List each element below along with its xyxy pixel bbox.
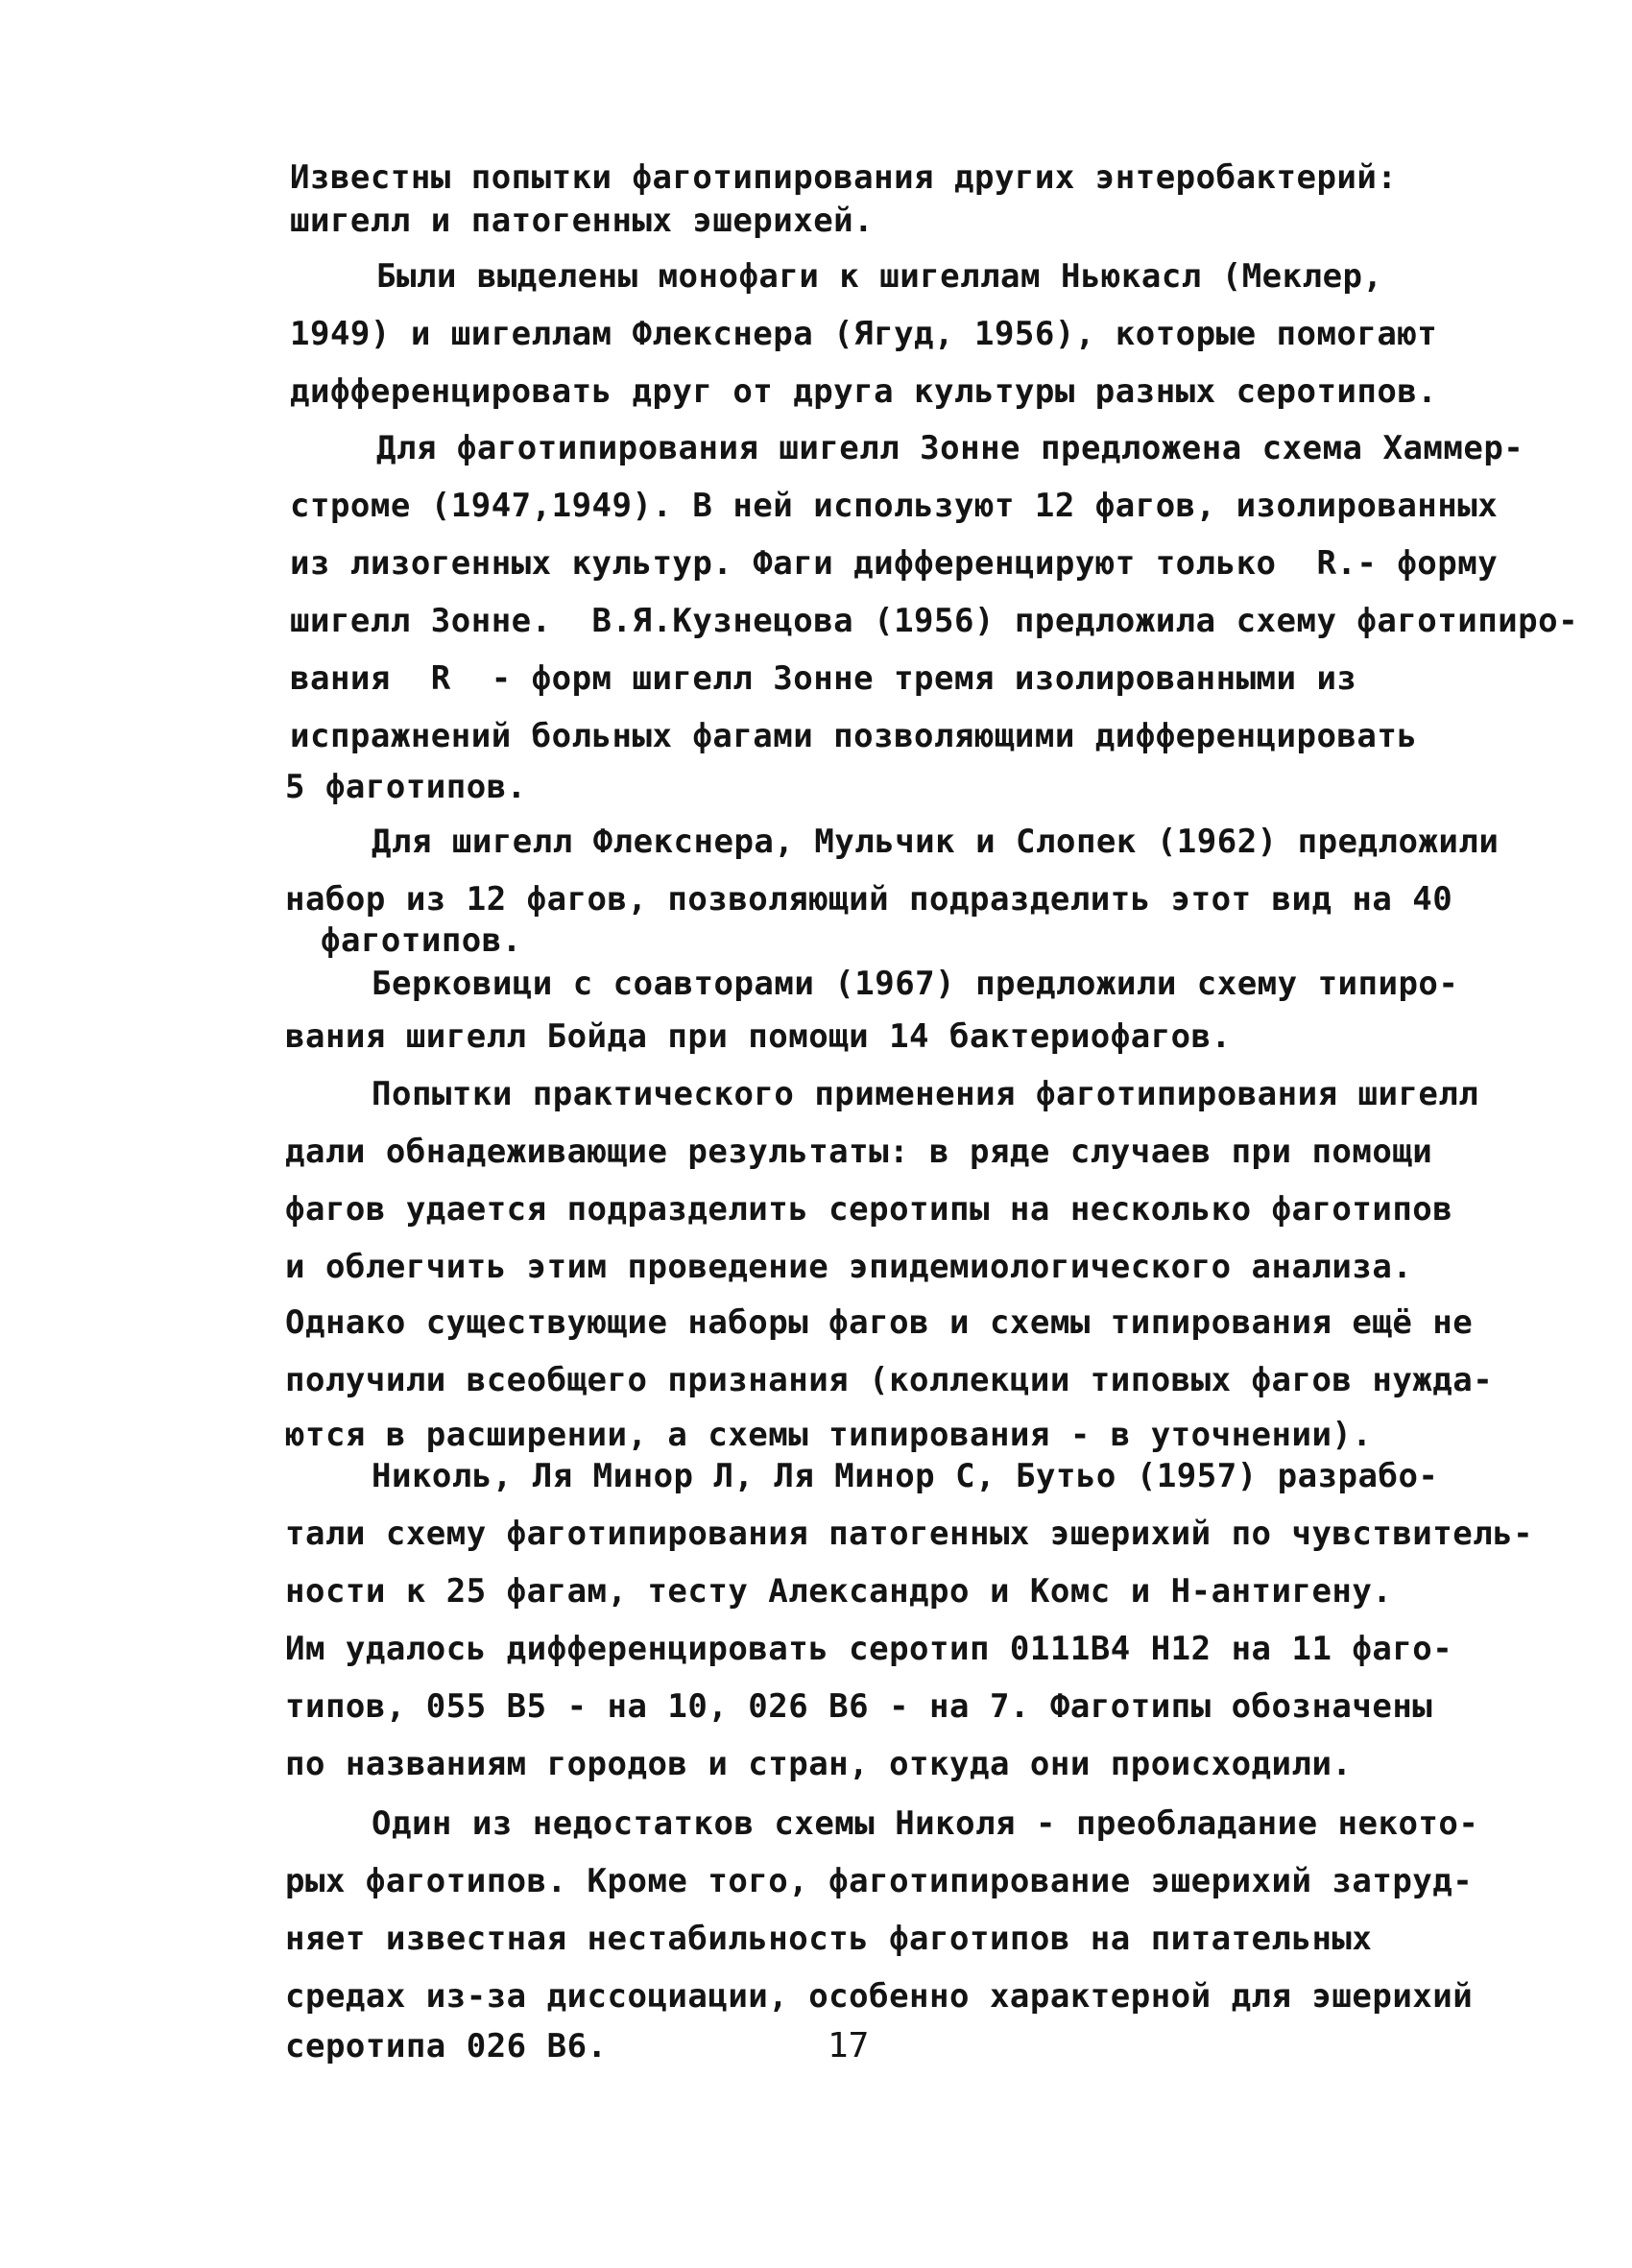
text-line: Николь, Ля Минор Л, Ля Минор С, Бутьо (1957) разрабо- <box>372 1457 1439 1495</box>
text-line: ются в расширении, а схемы типирования - в уточнении). <box>285 1416 1373 1454</box>
text-line: дали обнадеживающие результаты: в ряде случаев при помощи <box>285 1133 1433 1171</box>
text-line: Известны попытки фаготипирования других энтеробактерий: <box>290 158 1398 197</box>
text-line: Попытки практического применения фаготипирования шигелл <box>372 1075 1479 1113</box>
text-line: и облегчить этим проведение эпидемиологического анализа. <box>285 1248 1413 1286</box>
text-line: средах из-за диссоциации, особенно характерной для эшерихий <box>285 1977 1474 2016</box>
text-line: няет известная нестабильность фаготипов на питательных <box>285 1920 1373 1958</box>
text-line: Им удалось дифференцировать серотип 0111В4 Н12 на 11 фаго- <box>285 1630 1453 1668</box>
text-line: фагов удается подразделить серотипы на несколько фаготипов <box>285 1190 1453 1229</box>
text-line: вания шигелл Бойда при помощи 14 бактериофагов. <box>285 1017 1232 1056</box>
text-line: фаготипов. <box>321 921 522 960</box>
text-line: Берковици с соавторами (1967) предложили схему типиро- <box>372 965 1459 1003</box>
text-line: дифференцировать друг от друга культуры разных серотипов. <box>290 372 1438 411</box>
text-line: испражнений больных фагами позволяющими дифференцировать <box>290 717 1418 755</box>
text-line: 5 фаготипов. <box>285 768 527 806</box>
text-line: по названиям городов и стран, откуда они происходили. <box>285 1745 1353 1783</box>
text-line: набор из 12 фагов, позволяющий подразделить этот вид на 40 <box>285 880 1453 919</box>
text-line: Для фаготипирования шигелл Зонне предложена схема Хаммер- <box>376 429 1524 467</box>
text-line: получили всеобщего признания (коллекции типовых фагов нужда- <box>285 1361 1494 1399</box>
text-line: тали схему фаготипирования патогенных эшерихий по чувствитель- <box>285 1515 1534 1553</box>
text-line: шигелл Зонне. В.Я.Кузнецова (1956) предложила схему фаготипиро- <box>290 602 1579 640</box>
text-line: из лизогенных культур. Фаги дифференцируют только R.- форму <box>290 544 1499 583</box>
text-line: шигелл и патогенных эшерихей. <box>290 202 875 240</box>
text-line: серотипа 026 В6. <box>285 2027 608 2065</box>
text-line: Были выделены монофаги к шигеллам Ньюкасл (Меклер, <box>376 257 1383 296</box>
text-line: рых фаготипов. Кроме того, фаготипирование эшерихий затруд- <box>285 1862 1474 1900</box>
text-line: типов, 055 В5 - на 10, 026 В6 - на 7. Фаготипы обозначены <box>285 1687 1433 1726</box>
text-line: ности к 25 фагам, тесту Александро и Комс и Н-антигену. <box>285 1572 1393 1611</box>
text-line: 1949) и шигеллам Флекснера (Ягуд, 1956), которые помогают <box>290 315 1438 353</box>
text-line: Один из недостатков схемы Николя - преобладание некото- <box>372 1804 1479 1843</box>
text-line: строме (1947,1949). В ней используют 12 фагов, изолированных <box>290 487 1499 525</box>
text-line: вания R - форм шигелл Зонне тремя изолированными из <box>290 659 1357 698</box>
text-line: Однако существующие наборы фагов и схемы типирования ещё не <box>285 1303 1474 1342</box>
page-number: 17 <box>828 2026 870 2065</box>
text-line: Для шигелл Флекснера, Мульчик и Слопек (1962) предложили <box>372 823 1500 861</box>
